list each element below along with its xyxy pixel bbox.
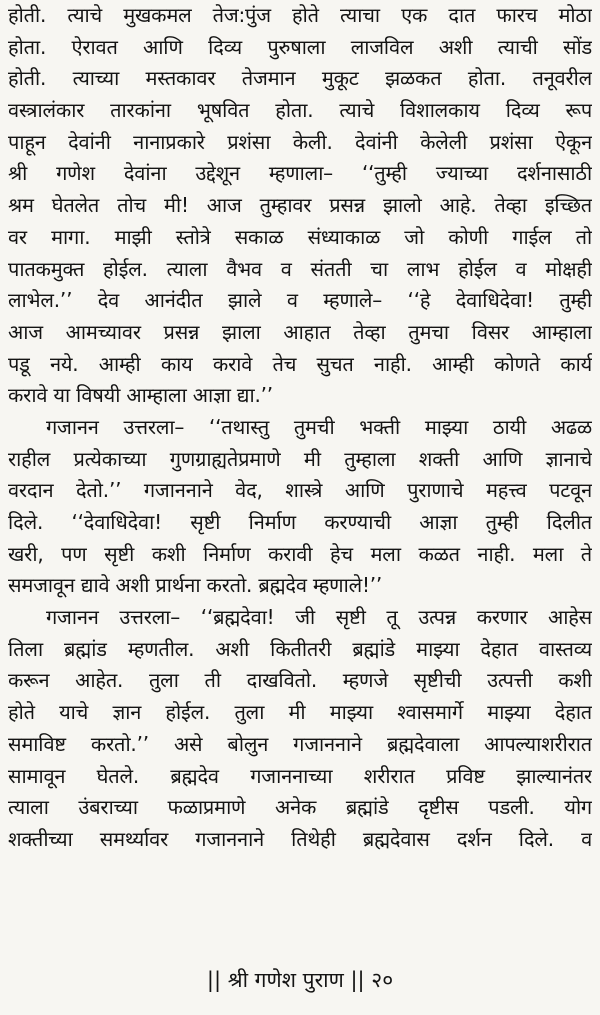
text-line: होती. त्याच्या मस्तकावर तेजमान मुकूट झळकत होता. तनूवरील [8,66,592,91]
page-footer: || श्री गणेश पुराण || २० [206,968,394,992]
text-line: गजानन उत्तरला– ‘‘ब्रह्मदेवा! जी सृष्टी तू उत्पन्न करणार आहेस [46,605,592,630]
text-line: वरदान देतो.’’ गजाननाने वेद, शास्त्रे आणि पुराणाचे महत्त्व पटवून [8,478,592,503]
text-line: समजावून द्यावे अशी प्रार्थना करतो. ब्रह्मदेव म्हणाले!’’ [8,573,383,598]
text-line: होती. त्याचे मुखकमल तेज:पुंज होते त्याचा एक दात फारच मोठा [8,3,592,27]
text-line: श्री गणेश देवांना उद्देशून म्हणाला– ‘‘तुम्ही ज्याच्या दर्शनासाठी [8,161,592,186]
text-line: करून आहेत. तुला ती दाखवितो. म्हणजे सृष्टीची उत्पत्ती कशी [8,668,592,693]
text-line: पाहून देवांनी नानाप्रकारे प्रशंसा केली. देवांनी केलेली प्रशंसा ऐकून [8,129,592,154]
text-line: पडू नये. आम्ही काय करावे तेच सुचत नाही. आम्ही कोणते कार्य [8,351,592,376]
text-line: त्याला उंबराच्या फळाप्रमाणे अनेक ब्रह्मांडे दृष्टीस पडली. योग [8,795,592,820]
text-line: सामावून घेतले. ब्रह्मदेव गजाननाच्या शरीरात प्रविष्ट झाल्यानंतर [8,763,592,788]
text-line: खरी, पण सृष्टी कशी निर्माण करावी हेच मला कळत नाही. मला ते [8,541,592,566]
text-line: समाविष्ट करतो.’’ असे बोलुन गजाननाने ब्रह्मदेवाला आपल्याशरीरात [8,731,592,756]
text-line: श्रम घेतलेत तोच मी! आज तुम्हावर प्रसन्न झालो आहे. तेव्हा इच्छित [8,193,592,218]
text-line: करावे या विषयी आम्हाला आज्ञा द्या.’’ [8,383,273,408]
text-line: पातकमुक्त होईल. त्याला वैभव व संतती चा लाभ होईल व मोक्षही [8,256,592,281]
text-line: होता. ऐरावत आणि दिव्य पुरुषाला लाजविल अशी त्याची सोंड [8,34,592,59]
text-line: शक्तीच्या समर्थ्यावर गजाननाने तिथेही ब्रह्मदेवास दर्शन दिले. व [8,826,592,851]
text-line: राहील प्रत्येकाच्या गुणग्राह्यतेप्रमाणे मी तुम्हाला शक्ती आणि ज्ञानाचे [8,446,592,471]
text-line: आज आमच्यावर प्रसन्न झाला आहात तेव्हा तुमचा विसर आम्हाला [8,319,592,344]
text-line: वर मागा. माझी स्तोत्रे सकाळ संध्याकाळ जो कोणी गाईल तो [8,224,592,249]
text-line: होते याचे ज्ञान होईल. तुला मी माझ्या श्वासमार्गे माझ्या देहात [8,700,592,725]
text-line: लाभेल.’’ देव आनंदीत झाले व म्हणाले– ‘‘हे देवाधिदेवा! तुम्ही [8,288,592,313]
text-line: गजानन उत्तरला– ‘‘तथास्तु तुमची भक्ती माझ्या ठायी अढळ [46,414,592,439]
text-line: तिला ब्रह्मांड म्हणतील. अशी कितीतरी ब्रह्मांडे माझ्या देहात वास्तव्य [8,636,592,661]
text-line: दिले. ‘‘देवाधिदेवा! सृष्टी निर्माण करण्याची आज्ञा तुम्ही दिलीत [8,510,592,534]
page-body-text [8,0,592,856]
text-line: वस्त्रालंकार तारकांना भूषवित होता. त्याचे विशालकाय दिव्य रूप [8,98,592,123]
